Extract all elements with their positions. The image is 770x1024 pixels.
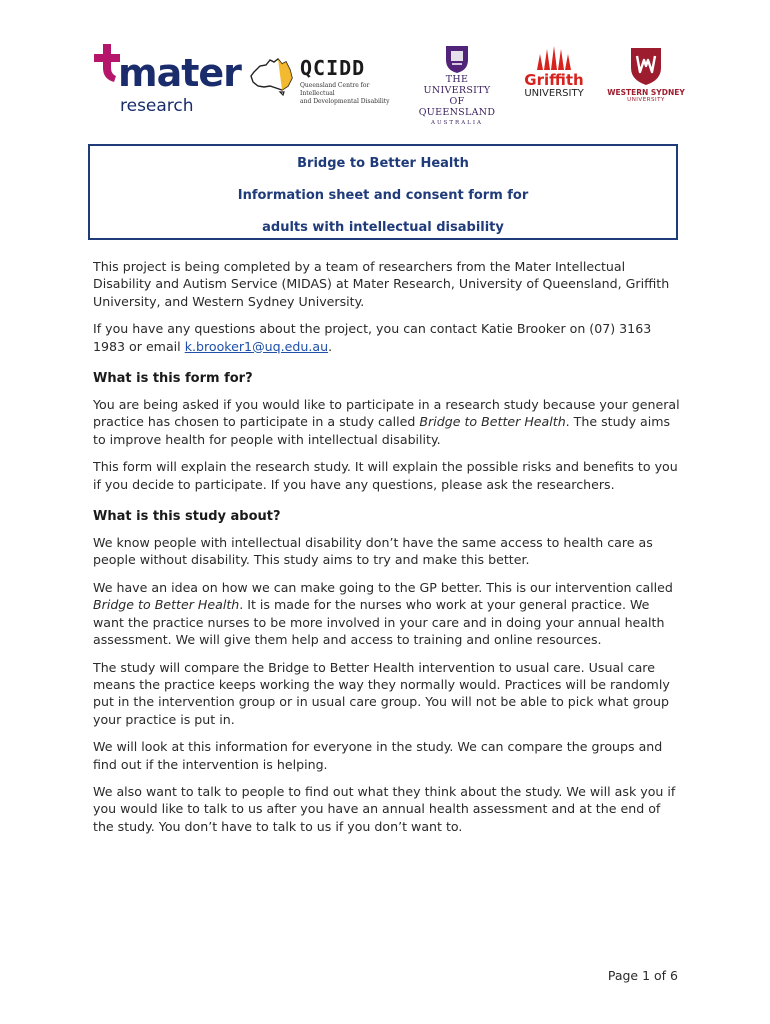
- qcidd-subtitle-line1: Queensland Centre for Intellectual: [300, 82, 370, 97]
- wsu-name-line1: WESTERN SYDNEY: [607, 88, 685, 97]
- qcidd-subtitle-line2: and Developmental Disability: [300, 98, 390, 105]
- qcidd-logo: [248, 52, 398, 112]
- griffith-wordmark: Griffith: [524, 71, 584, 89]
- uq-name-line2: OF QUEENSLAND: [418, 96, 496, 118]
- section-heading-form-purpose: What is this form for?: [93, 371, 253, 387]
- intro-contact-end: .: [328, 338, 333, 354]
- form-purpose-text-1b: . The study aims to improve health for people with intellectual disability.: [93, 414, 671, 447]
- form-purpose-paragraph-1: [93, 396, 683, 448]
- document-body: [93, 258, 683, 845]
- study-about-text-2b: . It is made for the nurses who work at your general practice. We want the practice nurses to be more involved in your care and in doing your annual health assessment. We will give them help and access to training and online resources.: [93, 597, 665, 648]
- study-about-paragraph-2: [93, 579, 683, 649]
- logo-bar: [0, 38, 770, 128]
- wsu-name-line2: UNIVERSITY: [627, 97, 665, 103]
- intro-paragraph-2: [93, 320, 683, 355]
- mater-subtitle: research: [120, 96, 194, 116]
- document-subtitle-line1: Information sheet and consent form for: [237, 188, 529, 203]
- form-purpose-text-1a: You are being asked if you would like to participate in a research study because your general practice has chosen to participate in a study called: [93, 397, 680, 430]
- wsu-logo: [606, 46, 686, 116]
- griffith-logo: [518, 46, 590, 116]
- page-number: Page 1 of 6: [607, 968, 678, 983]
- uq-name-line1: THE UNIVERSITY: [423, 74, 491, 96]
- intervention-name-emphasis: Bridge to Better Health: [93, 597, 240, 613]
- document-title: Bridge to Better Health: [297, 156, 469, 171]
- australia-map-icon: [248, 56, 296, 96]
- study-about-paragraph-4: We will look at this information for everyone in the study. We can compare the groups and find out if the intervention is helping.: [93, 739, 663, 772]
- study-name-emphasis: Bridge to Better Health: [419, 414, 566, 430]
- form-purpose-paragraph-2: This form will explain the research study. It will explain the possible risks and benefits to you if you decide to participate. If you have any questions, please ask the researchers.: [93, 459, 678, 492]
- study-about-paragraph-5: We also want to talk to people to find out what they think about the study. We will ask you if you would like to talk to us after you have an annual health assessment and at the end of the study. You don’t have to talk to us if you don’t want to.: [93, 783, 676, 834]
- study-about-text-2a: We have an idea on how we can make going to the GP better. This is our intervention called: [93, 579, 673, 595]
- study-about-paragraph-3: The study will compare the Bridge to Better Health intervention to usual care. Usual care means the practice keeps working the way they normally would. Practices will be randomly put in the intervention group or in usual care group. You will not be able to pick what group your practice is put in.: [93, 659, 670, 727]
- wsu-shield-icon: [629, 46, 663, 86]
- griffith-subtitle: UNIVERSITY: [524, 88, 584, 99]
- section-heading-study-about: What is this study about?: [93, 509, 281, 525]
- title-box: [88, 144, 678, 240]
- qcidd-wordmark: QCIDD: [300, 56, 366, 80]
- mater-research-logo: [92, 42, 242, 122]
- mater-wordmark: mater: [118, 51, 241, 95]
- document-subtitle-line2: adults with intellectual disability: [262, 220, 504, 235]
- uq-crest-icon: [444, 44, 470, 74]
- qcidd-subtitle: [300, 82, 400, 106]
- contact-email-link[interactable]: k.brooker1@uq.edu.au: [184, 338, 329, 354]
- uq-name-line3: AUSTRALIA: [431, 120, 483, 126]
- study-about-paragraph-1: We know people with intellectual disability don’t have the same access to health care as people without disability. This study aims to try and make this better.: [93, 535, 653, 568]
- griffith-flame-icon: [534, 46, 574, 72]
- intro-contact-text: If you have any questions about the project, you can contact Katie Brooker on (07) 3163 1983 or email: [93, 321, 652, 354]
- uq-logo: [412, 44, 502, 126]
- intro-paragraph-1: This project is being completed by a team of researchers from the Mater Intellectual Disability and Autism Service (MIDAS) at Mater Research, University of Queensland, Griffith University, and Western Sydney University.: [93, 259, 670, 309]
